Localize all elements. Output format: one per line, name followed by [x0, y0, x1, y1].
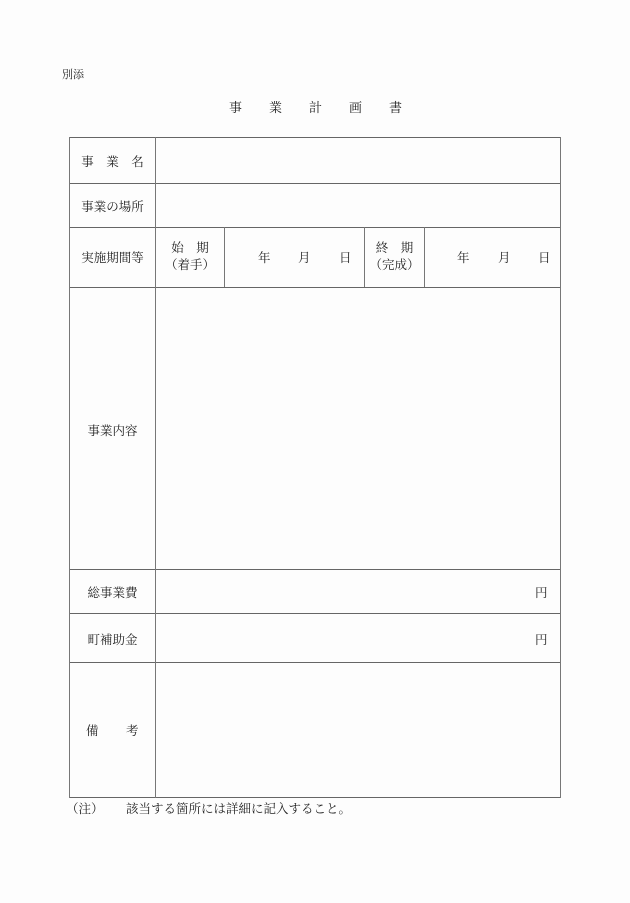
start-period-label	[156, 239, 224, 273]
period-label: 実施期間等	[81, 250, 144, 265]
project-location-label: 事業の場所	[81, 199, 144, 214]
title-char: 業	[269, 101, 283, 116]
table-border-left	[69, 137, 70, 798]
project-content-label: 事業内容	[87, 423, 138, 438]
end-year-unit: 年	[457, 250, 470, 265]
town-subsidy-label: 町補助金	[87, 632, 138, 647]
remarks-field[interactable]	[156, 663, 560, 797]
remarks-label-char1: 備	[86, 723, 99, 738]
start-date-field[interactable]	[225, 228, 364, 287]
title-char: 計	[309, 101, 323, 116]
title-char: 書	[389, 101, 403, 116]
project-content-field[interactable]	[156, 288, 560, 569]
title-char: 画	[349, 101, 363, 116]
project-location-field[interactable]	[156, 184, 560, 227]
document-title	[229, 97, 429, 116]
title-char: 事	[229, 101, 243, 116]
end-period-label-line1: 終 期	[375, 240, 414, 255]
total-cost-field[interactable]	[156, 570, 536, 613]
table-border-right	[560, 137, 561, 798]
town-subsidy-field[interactable]	[156, 614, 536, 662]
footnote	[66, 799, 351, 817]
start-month-unit: 月	[298, 250, 311, 265]
annex-label: 別添	[62, 68, 84, 81]
footnote-mark: （注）	[66, 801, 104, 816]
end-day-unit: 日	[538, 250, 551, 265]
end-month-unit: 月	[498, 250, 511, 265]
total-cost-label: 総事業費	[87, 585, 138, 600]
start-day-unit: 日	[339, 250, 352, 265]
end-period-label	[365, 239, 424, 273]
table-border-bottom	[69, 797, 561, 798]
end-period-label-line2: （完成）	[369, 257, 420, 272]
start-period-label-line2: （着手）	[164, 257, 215, 272]
town-subsidy-yen-unit: 円	[535, 632, 548, 647]
start-period-label-line1: 始 期	[171, 240, 209, 255]
project-name-field[interactable]	[156, 138, 560, 183]
project-name-label: 事 業 名	[81, 154, 144, 169]
remarks-label-char2: 考	[126, 723, 139, 738]
start-year-unit: 年	[258, 250, 271, 265]
footnote-text: 該当する箇所には詳細に記入すること。	[126, 801, 352, 816]
total-cost-yen-unit: 円	[535, 585, 548, 600]
end-date-field[interactable]	[425, 228, 560, 287]
